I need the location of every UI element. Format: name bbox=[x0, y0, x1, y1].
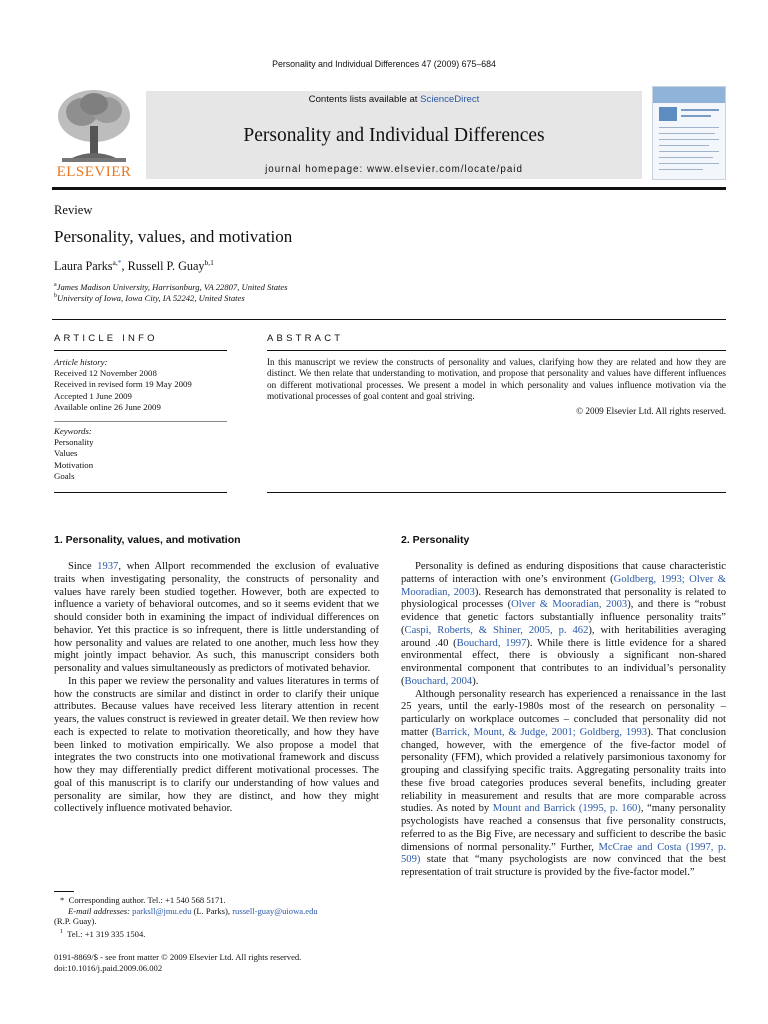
article-history bbox=[54, 357, 229, 413]
author-guay-affiliation-mark: b,1 bbox=[204, 258, 214, 267]
journal-cover-thumbnail bbox=[652, 86, 726, 180]
keyword-item: Values bbox=[54, 448, 78, 459]
journal-banner bbox=[52, 86, 726, 186]
citation-link[interactable]: Barrick, Mount, & Judge, 2001; Goldberg, 1993 bbox=[435, 726, 648, 738]
elsevier-logo bbox=[52, 86, 136, 182]
history-label: Article history: bbox=[54, 357, 108, 367]
journal-citation-line: Personality and Individual Differences 47 (2009) 675–684 bbox=[272, 59, 496, 69]
citation-link[interactable]: Bouchard, 2004 bbox=[404, 675, 473, 687]
footnote-emails: E-mail addresses: parksll@jmu.edu (L. Parks), russell-guay@uiowa.edu bbox=[68, 905, 318, 916]
email-link-parks[interactable]: parksll@jmu.edu bbox=[132, 905, 192, 916]
citation-link[interactable]: Goldberg, 1993; Olver & Mooradian, 2003 bbox=[401, 573, 726, 598]
accepted-date: Accepted 1 June 2009 bbox=[54, 390, 132, 401]
article-info-rule bbox=[54, 350, 227, 351]
front-matter: 0191-8869/$ - see front matter © 2009 Elsevier Ltd. All rights reserved. bbox=[54, 952, 302, 962]
homepage-url[interactable]: www.elsevier.com/locate/paid bbox=[366, 164, 523, 175]
citation-link[interactable]: Olver & Mooradian, 2003 bbox=[511, 599, 628, 611]
author-parks: Laura Parks bbox=[54, 259, 113, 274]
footnote-tel: $^1$ Tel.: +1 319 335 1504. bbox=[60, 928, 146, 939]
citation-link[interactable]: Caspi, Roberts, & Shiner, 2005, p. 462 bbox=[404, 624, 589, 636]
homepage-line bbox=[146, 164, 642, 175]
received-date: Received 12 November 2008 bbox=[54, 368, 157, 379]
affiliation-b: $^b$University of Iowa, Iowa City, IA 52242, United States bbox=[54, 293, 245, 303]
homepage-prefix: journal homepage: bbox=[265, 164, 367, 175]
sciencedirect-link[interactable]: ScienceDirect bbox=[420, 94, 480, 105]
email-link-guay[interactable]: russell-guay@uiowa.edu bbox=[232, 905, 318, 916]
doi[interactable]: doi:10.1016/j.paid.2009.06.002 bbox=[54, 963, 163, 973]
footnote-rule bbox=[54, 891, 74, 892]
section-2-paragraph: Personality is defined as enduring dispositions that cause characteristic patterns of interaction with one’s environment (Goldberg, 1993; Olver & Mooradian, 2003). Research has demonstrated that personality is related to physiological processes (Olver & Mooradian, 2003), and there is “robust evidence that genetic factors substantially influence personality traits” (Caspi, Roberts, & Shiner, 2005, p. 462), with heritabilities averaging around .40 (Bouchard, 1997). While there is little evidence for a shared environmental effect, there is obviously a significant non-shared environmental component that contributes to an individual’s personality (Bouchard, 2004). bbox=[401, 561, 727, 687]
citation-link[interactable]: McCrae and Costa (1997, p. 509) bbox=[401, 841, 726, 866]
banner-journal-title: Personality and Individual Differences bbox=[243, 125, 545, 146]
author-parks-affiliation-mark: a, bbox=[112, 258, 118, 267]
online-date: Available online 26 June 2009 bbox=[54, 401, 161, 412]
footnote-emails-cont: (R.P. Guay). bbox=[54, 916, 97, 927]
author-guay: Russell P. Guay bbox=[127, 259, 205, 274]
abstract-bottom-rule bbox=[267, 492, 726, 493]
abstract-text: In this manuscript we review the constructs of personality and values, clarifying how they are related and how they are distinct. We then relate that understanding to motivation, and propose that personality and values have different influences on different motivational processes. We present a model in which personality and values influence motivation via the motivational processes of goal content and goal striving. bbox=[267, 357, 726, 401]
elsevier-tree-icon bbox=[52, 86, 136, 166]
section-2-heading: 2. Personality bbox=[401, 534, 470, 546]
header-rule bbox=[52, 319, 726, 320]
section-1-paragraph: In this paper we review the personality and values literatures in terms of how the constructs are similar and distinct in order to clarify their unique attributes. Because values have received less literary attention in recent years, the values construct is reviewed in greater detail. We then review how each is expected to relate to motivation theoretically, and how they have been linked to motivation empirically. We also propose a model that integrates the two constructs into one motivational framework and discuss how they may differentially predict different motivational processes. The goal of this manuscript is to clarify our understanding of how values and personality are similar, how they are distinct, and how they might collectively influence motivated behavior. bbox=[54, 675, 379, 815]
article-title: Personality, values, and motivation bbox=[54, 227, 293, 246]
footnotes bbox=[54, 895, 379, 939]
footnote-corresponding: * Corresponding author. Tel.: +1 540 568 5171. bbox=[60, 895, 226, 905]
contents-prefix: Contents lists available at bbox=[308, 94, 421, 105]
keyword-item: Motivation bbox=[54, 459, 94, 470]
keyword-item: Goals bbox=[54, 470, 75, 481]
revised-date: Received in revised form 19 May 2009 bbox=[54, 379, 192, 390]
article-info-divider bbox=[54, 421, 227, 422]
section-1-paragraph: Since 1937, when Allport recommended the exclusion of evaluative traits when investigating personality, the constructs of personality and values have rarely been studied together. However, both are expected to influence a variety of behavioral outcomes, and so it seems evident that we should consider both in examining the impact of individual differences on behavior. Yet this practice is so infrequent, there is little understanding of how personality and values are related to one another, much less how they might jointly impact behavior. As such, this manuscript considers both personality and values simultaneously as predictors of motivated behavior. bbox=[54, 561, 379, 674]
author-line bbox=[54, 258, 214, 274]
keyword-item: Personality bbox=[54, 437, 94, 448]
abstract-rule bbox=[267, 350, 726, 351]
citation-link[interactable]: Mount and Barrick (1995, p. 160) bbox=[492, 803, 641, 815]
section-1-heading: 1. Personality, values, and motivation bbox=[54, 534, 241, 546]
contents-line bbox=[146, 94, 642, 105]
abstract-heading: ABSTRACT bbox=[267, 333, 344, 344]
corresponding-author-mark[interactable]: * bbox=[117, 258, 122, 267]
author-separator: , bbox=[121, 259, 128, 274]
section-2-paragraph: Although personality research has experienced a renaissance in the last 25 years, until the early-1980s most of the research on personality – particularly on workplace outcomes – concluded that personality did not matter (Barrick, Mount, & Judge, 2001; Goldberg, 1993). That conclusion changed, however, with the emergence of the five-factor model of personality (FFM), which provided a relatively parsimonious taxonomy for grouping and classifying specific traits. Aggregating personality traits into these five broad categories produces several benefits, including greater reliability in measurement and results that are more comparable across studies. As noted by Mount and Barrick (1995, p. 160), “many personality psychologists have reached a consensus that five personality constructs, referred to as the Big Five, are necessary and sufficient to describe the basic dimensions of normal personality.” Further, McCrae and Costa (1997, p. 509) state that “many psychologists are now convinced that the best representation of trait structure is provided by the five-factor model.” bbox=[401, 688, 726, 878]
article-info-heading: ARTICLE INFO bbox=[54, 333, 158, 344]
citation-link[interactable]: Bouchard, 1997 bbox=[456, 637, 527, 649]
keywords-block bbox=[54, 426, 229, 482]
affiliation-a: $^a$James Madison University, Harrisonburg, VA 22807, United States bbox=[54, 282, 288, 292]
abstract-copyright: © 2009 Elsevier Ltd. All rights reserved. bbox=[576, 406, 726, 416]
citation-link[interactable]: 1937 bbox=[97, 561, 119, 572]
article-type: Review bbox=[54, 203, 93, 217]
keywords-label: Keywords: bbox=[54, 426, 92, 436]
elsevier-wordmark: ELSEVIER bbox=[56, 164, 132, 180]
banner-thick-rule bbox=[52, 187, 726, 190]
section-2-body bbox=[401, 561, 726, 880]
article-info-bottom-rule bbox=[54, 492, 227, 493]
section-1-body bbox=[54, 561, 379, 816]
banner-title-box bbox=[146, 91, 642, 179]
